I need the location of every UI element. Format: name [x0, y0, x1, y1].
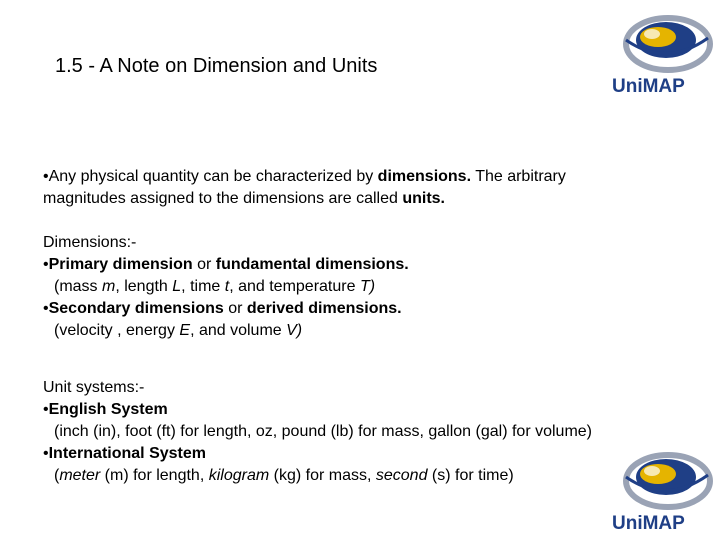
globe-icon [626, 455, 710, 507]
english-system-bullet: •English System [43, 401, 168, 418]
primary-bullet: •Primary dimension or fundamental dimensions. [43, 256, 409, 273]
intro-line-2: magnitudes assigned to the dimensions are called units. [43, 190, 445, 207]
intro-paragraph [43, 166, 566, 210]
intro-line-1: •Any physical quantity can be characterized by dimensions. The arbitrary [43, 168, 566, 185]
unimap-logo-top [606, 10, 714, 98]
slide-title: 1.5 - A Note on Dimension and Units [55, 55, 378, 77]
english-system-detail: (inch (in), foot (ft) for length, oz, pound (lb) for mass, gallon (gal) for volume) [54, 423, 592, 440]
dimensions-section [43, 232, 409, 342]
unit-systems-section [43, 377, 592, 487]
international-system-bullet: •International System [43, 445, 206, 462]
secondary-bullet: •Secondary dimensions or derived dimensions. [43, 300, 402, 317]
globe-icon [626, 18, 710, 70]
units-heading: Unit systems:- [43, 379, 145, 396]
logo-text: UniMAP [612, 513, 685, 534]
dimensions-heading: Dimensions:- [43, 234, 137, 251]
unimap-logo-bottom [606, 447, 714, 535]
logo-text: UniMAP [612, 76, 685, 97]
secondary-detail: (velocity , energy E, and volume V) [54, 322, 303, 339]
international-system-detail: (meter (m) for length, kilogram (kg) for mass, second (s) for time) [54, 467, 514, 484]
primary-detail: (mass m, length L, time t, and temperature T) [54, 278, 376, 295]
